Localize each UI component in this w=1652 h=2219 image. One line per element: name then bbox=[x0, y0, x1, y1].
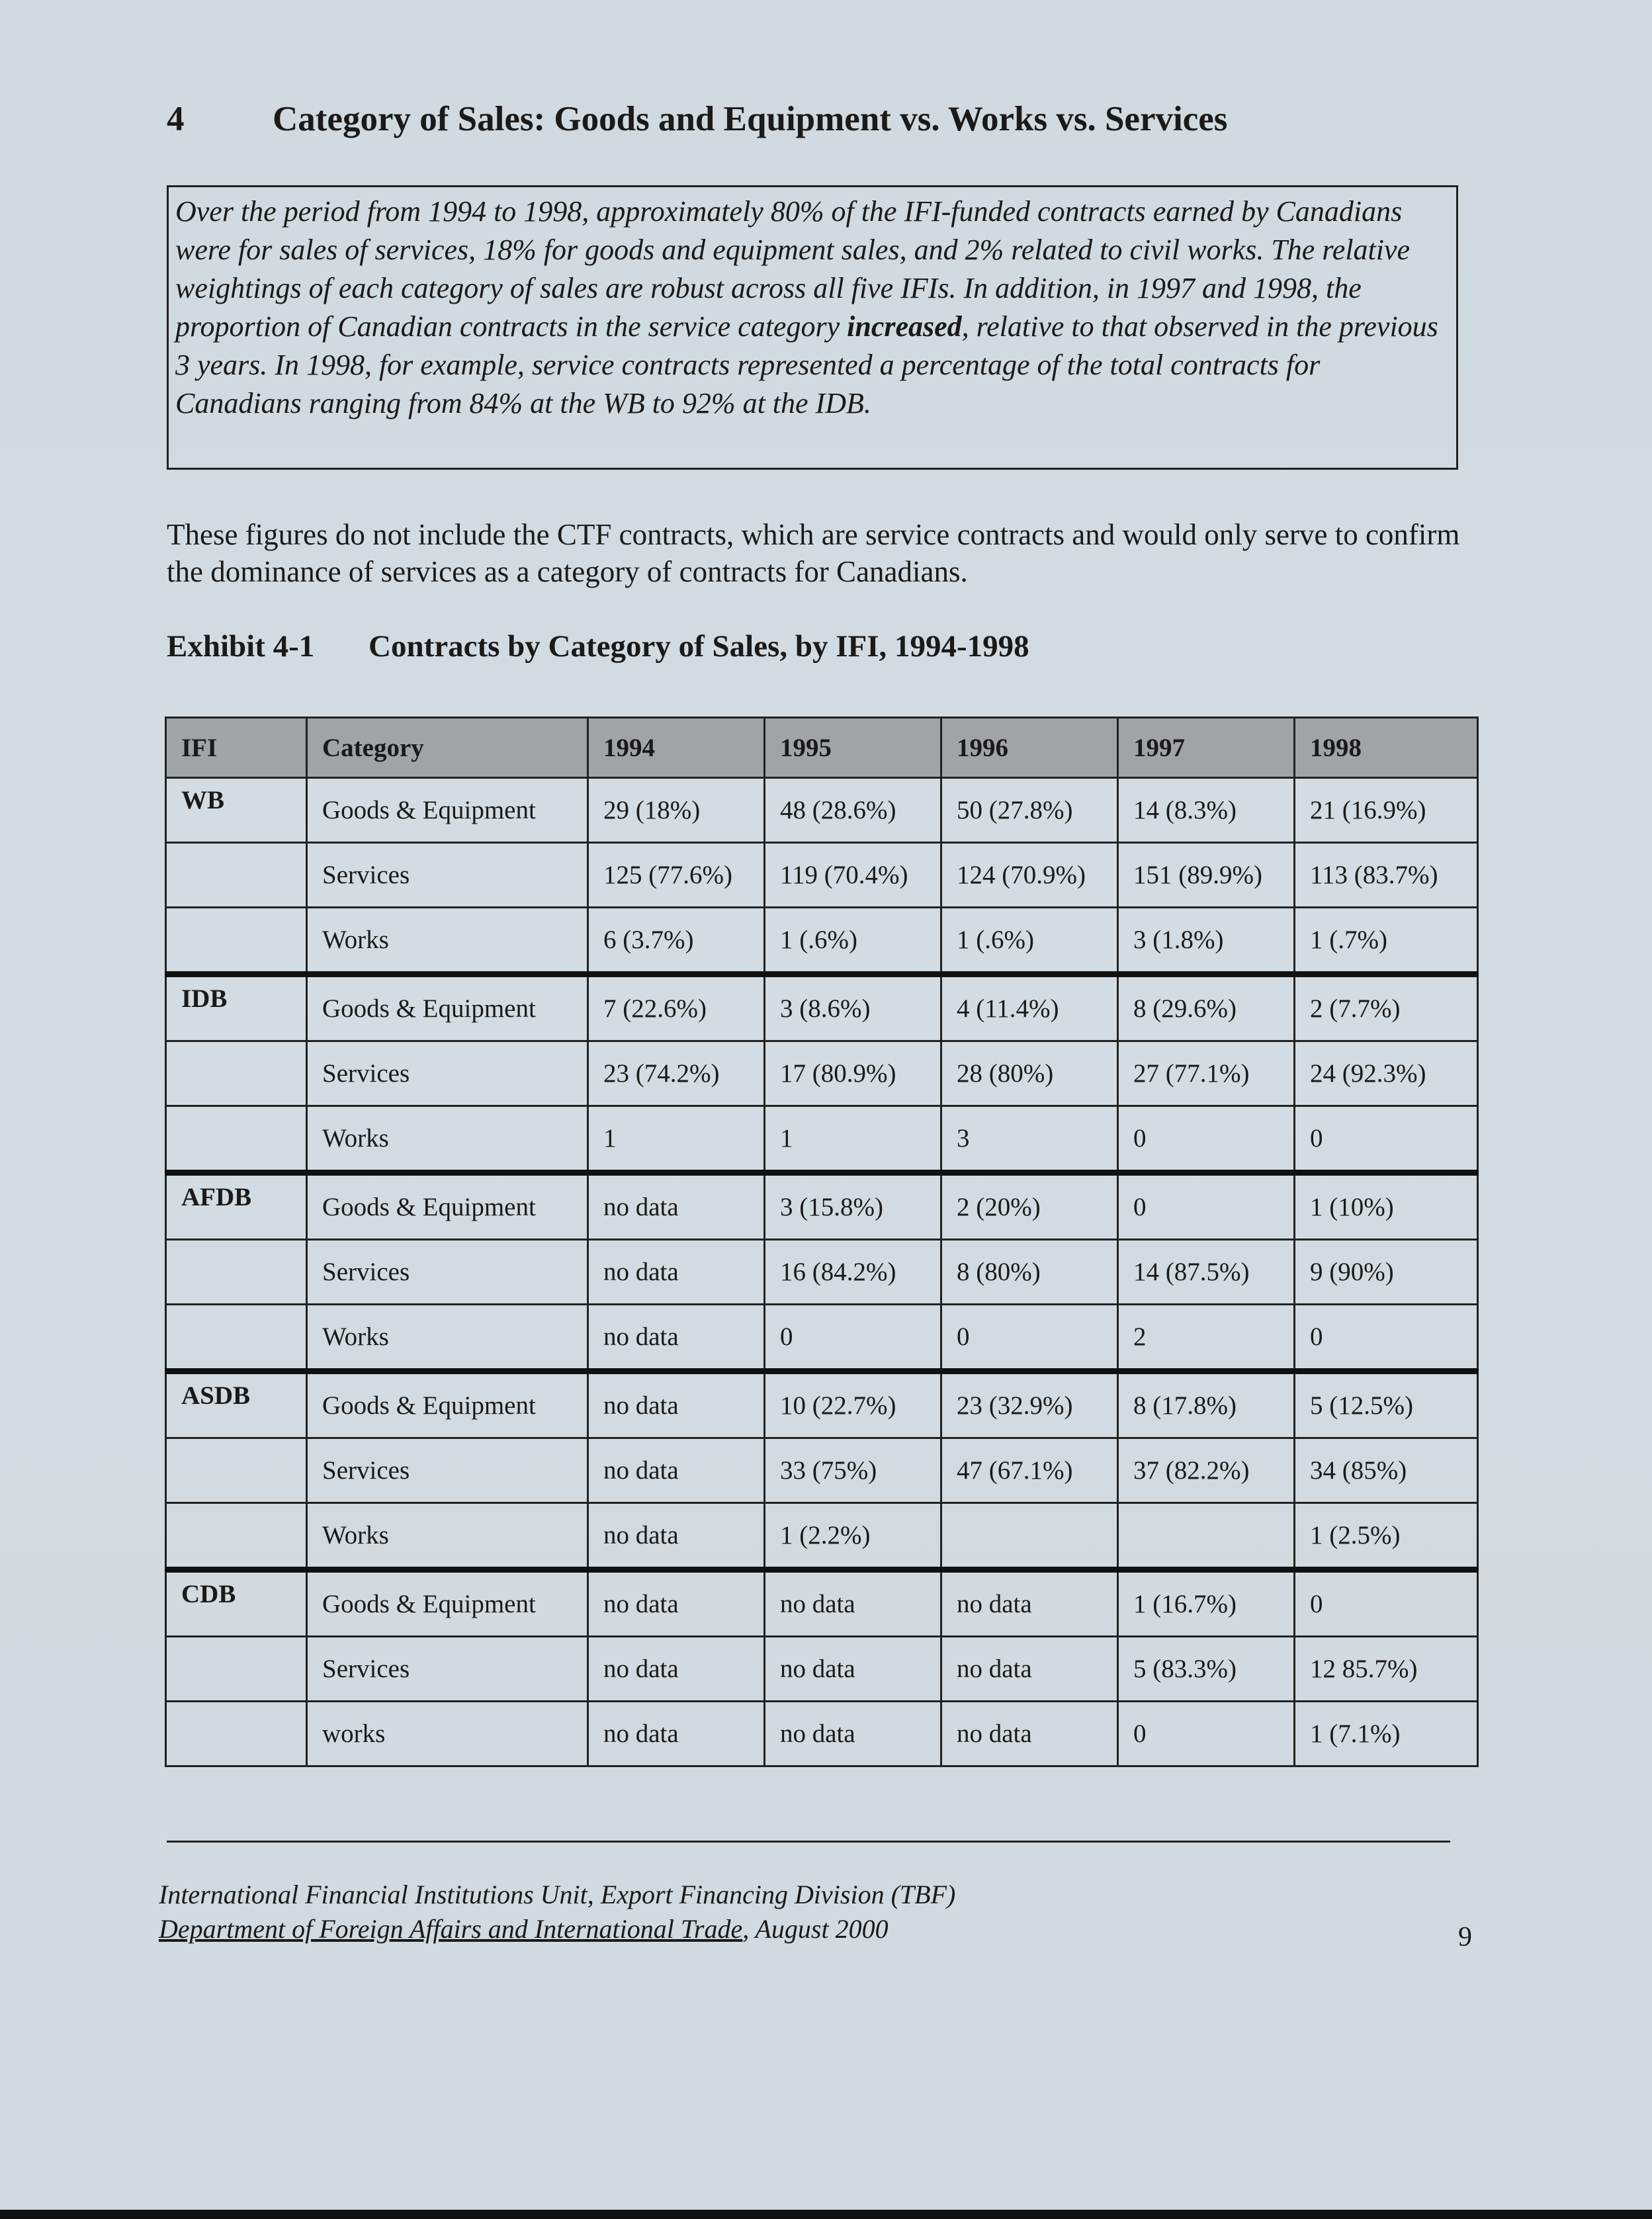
ifi-cell: ASDB bbox=[166, 1371, 307, 1438]
value-cell: 3 (8.6%) bbox=[765, 975, 941, 1041]
value-cell: 6 (3.7%) bbox=[588, 908, 765, 975]
value-cell: 12 85.7%) bbox=[1295, 1637, 1478, 1702]
ifi-cell bbox=[166, 1702, 307, 1766]
page-number: 9 bbox=[1458, 1922, 1472, 1952]
category-cell: Works bbox=[307, 1305, 588, 1371]
value-cell: 1 bbox=[588, 1106, 765, 1173]
table-row bbox=[166, 778, 1478, 843]
category-cell: Services bbox=[307, 1041, 588, 1106]
table-row bbox=[166, 1702, 1478, 1766]
value-cell: 2 (7.7%) bbox=[1295, 975, 1478, 1041]
category-cell: Goods & Equipment bbox=[307, 1173, 588, 1240]
value-cell: 1 (10%) bbox=[1295, 1173, 1478, 1240]
table-row bbox=[166, 1305, 1478, 1371]
summary-box bbox=[167, 185, 1458, 470]
summary-emphasis: increased bbox=[847, 310, 962, 343]
header-cell: 1994 bbox=[588, 718, 765, 778]
value-cell: 8 (17.8%) bbox=[1118, 1371, 1295, 1438]
value-cell: 1 (2.5%) bbox=[1295, 1503, 1478, 1570]
value-cell: no data bbox=[588, 1637, 765, 1702]
summary-text-before: Over the period from 1994 to 1998, approximately 80% of the IFI-funded contracts earned by Canadians were for sales of services, 18% for goods and equipment sales, and 2% related to civil works. The relative weightings of each category of sales are robust across all five IFIs. In addition, in 1997 and 1998, the proportion of Canadian contracts in the service category bbox=[175, 195, 1411, 343]
table-header-row bbox=[166, 718, 1478, 778]
value-cell: 16 (84.2%) bbox=[765, 1240, 941, 1305]
category-cell: Works bbox=[307, 1503, 588, 1570]
value-cell: 0 bbox=[1295, 1570, 1478, 1637]
table-row bbox=[166, 975, 1478, 1041]
category-cell: Services bbox=[307, 1240, 588, 1305]
value-cell: 1 bbox=[765, 1106, 941, 1173]
table-row bbox=[166, 908, 1478, 975]
value-cell: 21 (16.9%) bbox=[1295, 778, 1478, 843]
table-row bbox=[166, 1173, 1478, 1240]
value-cell: 1 (2.2%) bbox=[765, 1503, 941, 1570]
ifi-cell bbox=[166, 1240, 307, 1305]
footer-line-1: International Financial Institutions Unit, Export Financing Division (TBF) bbox=[159, 1880, 956, 1909]
value-cell: 0 bbox=[941, 1305, 1118, 1371]
ifi-cell bbox=[166, 1637, 307, 1702]
value-cell: 125 (77.6%) bbox=[588, 843, 765, 908]
value-cell: 27 (77.1%) bbox=[1118, 1041, 1295, 1106]
value-cell: 4 (11.4%) bbox=[941, 975, 1118, 1041]
value-cell: no data bbox=[765, 1702, 941, 1766]
category-cell: Goods & Equipment bbox=[307, 1371, 588, 1438]
table-row bbox=[166, 843, 1478, 908]
value-cell: 24 (92.3%) bbox=[1295, 1041, 1478, 1106]
table-row bbox=[166, 1041, 1478, 1106]
value-cell: 23 (74.2%) bbox=[588, 1041, 765, 1106]
category-cell: works bbox=[307, 1702, 588, 1766]
ifi-cell bbox=[166, 1041, 307, 1106]
table-row bbox=[166, 1503, 1478, 1570]
value-cell: 33 (75%) bbox=[765, 1438, 941, 1503]
value-cell: 119 (70.4%) bbox=[765, 843, 941, 908]
value-cell: 8 (29.6%) bbox=[1118, 975, 1295, 1041]
value-cell: 0 bbox=[1118, 1702, 1295, 1766]
footer-date: , August 2000 bbox=[742, 1914, 889, 1944]
value-cell: 5 (12.5%) bbox=[1295, 1371, 1478, 1438]
ifi-cell: CDB bbox=[166, 1570, 307, 1637]
ifi-cell bbox=[166, 1305, 307, 1371]
header-cell: 1995 bbox=[765, 718, 941, 778]
header-cell: Category bbox=[307, 718, 588, 778]
contracts-table bbox=[165, 717, 1479, 1767]
header-cell: 1997 bbox=[1118, 718, 1295, 778]
table-row bbox=[166, 1637, 1478, 1702]
value-cell: 50 (27.8%) bbox=[941, 778, 1118, 843]
value-cell: no data bbox=[588, 1503, 765, 1570]
ifi-cell bbox=[166, 1438, 307, 1503]
value-cell: 2 bbox=[1118, 1305, 1295, 1371]
table-body bbox=[166, 778, 1478, 1766]
category-cell: Goods & Equipment bbox=[307, 778, 588, 843]
value-cell: 1 (7.1%) bbox=[1295, 1702, 1478, 1766]
value-cell: 3 bbox=[941, 1106, 1118, 1173]
category-cell: Goods & Equipment bbox=[307, 975, 588, 1041]
value-cell: 0 bbox=[1118, 1106, 1295, 1173]
exhibit-label: Exhibit 4-1 bbox=[167, 629, 315, 664]
category-cell: Works bbox=[307, 908, 588, 975]
table-row bbox=[166, 1570, 1478, 1637]
table-row bbox=[166, 1106, 1478, 1173]
section-title: Category of Sales: Goods and Equipment vs. Works vs. Services bbox=[273, 100, 1228, 138]
table-row bbox=[166, 1438, 1478, 1503]
ifi-cell bbox=[166, 843, 307, 908]
value-cell: no data bbox=[588, 1702, 765, 1766]
ifi-cell bbox=[166, 908, 307, 975]
footer-line-2 bbox=[159, 1912, 1350, 1946]
section-heading bbox=[167, 99, 1490, 139]
value-cell: 1 (.7%) bbox=[1295, 908, 1478, 975]
table-row bbox=[166, 1240, 1478, 1305]
value-cell: 0 bbox=[1295, 1305, 1478, 1371]
value-cell: 1 (.6%) bbox=[941, 908, 1118, 975]
value-cell: 7 (22.6%) bbox=[588, 975, 765, 1041]
value-cell: 28 (80%) bbox=[941, 1041, 1118, 1106]
value-cell: 3 (1.8%) bbox=[1118, 908, 1295, 975]
value-cell: 47 (67.1%) bbox=[941, 1438, 1118, 1503]
ifi-cell: IDB bbox=[166, 975, 307, 1041]
value-cell: 14 (8.3%) bbox=[1118, 778, 1295, 843]
value-cell: 0 bbox=[765, 1305, 941, 1371]
value-cell: no data bbox=[588, 1570, 765, 1637]
value-cell: 1 (.6%) bbox=[765, 908, 941, 975]
value-cell: 113 (83.7%) bbox=[1295, 843, 1478, 908]
value-cell: 37 (82.2%) bbox=[1118, 1438, 1295, 1503]
value-cell: 8 (80%) bbox=[941, 1240, 1118, 1305]
value-cell: 34 (85%) bbox=[1295, 1438, 1478, 1503]
ifi-cell: WB bbox=[166, 778, 307, 843]
table-row bbox=[166, 1371, 1478, 1438]
value-cell: 14 (87.5%) bbox=[1118, 1240, 1295, 1305]
value-cell: 0 bbox=[1295, 1106, 1478, 1173]
scan-edge bbox=[0, 2210, 1652, 2219]
value-cell: 3 (15.8%) bbox=[765, 1173, 941, 1240]
exhibit-caption: Contracts by Category of Sales, by IFI, 1994-1998 bbox=[369, 629, 1029, 664]
footer-divider bbox=[167, 1841, 1450, 1843]
header-cell: IFI bbox=[166, 718, 307, 778]
value-cell: 1 (16.7%) bbox=[1118, 1570, 1295, 1637]
value-cell: 10 (22.7%) bbox=[765, 1371, 941, 1438]
value-cell: 0 bbox=[1118, 1173, 1295, 1240]
footer bbox=[159, 1878, 1350, 1946]
summary-text-after: , relative to that observed in the previous 3 years. In 1998, for example, service contracts represented a percentage of the total contracts for Canadians ranging from 84% at the WB to 92% at the IDB. bbox=[175, 310, 1438, 419]
category-cell: Services bbox=[307, 1438, 588, 1503]
value-cell: 5 (83.3%) bbox=[1118, 1637, 1295, 1702]
value-cell: no data bbox=[588, 1305, 765, 1371]
header-cell: 1998 bbox=[1295, 718, 1478, 778]
category-cell: Services bbox=[307, 843, 588, 908]
value-cell: no data bbox=[588, 1371, 765, 1438]
value-cell: 151 (89.9%) bbox=[1118, 843, 1295, 908]
value-cell: 17 (80.9%) bbox=[765, 1041, 941, 1106]
body-paragraph: These figures do not include the CTF contracts, which are service contracts and would only serve to confirm the dominance of services as a category of contracts for Canadians. bbox=[167, 518, 1460, 588]
value-cell: 9 (90%) bbox=[1295, 1240, 1478, 1305]
value-cell: no data bbox=[941, 1702, 1118, 1766]
value-cell: 29 (18%) bbox=[588, 778, 765, 843]
section-number: 4 bbox=[167, 100, 185, 138]
value-cell: no data bbox=[765, 1570, 941, 1637]
value-cell: no data bbox=[588, 1240, 765, 1305]
footer-department: Department of Foreign Affairs and International Trade bbox=[159, 1914, 743, 1944]
ifi-cell bbox=[166, 1503, 307, 1570]
category-cell: Goods & Equipment bbox=[307, 1570, 588, 1637]
header-cell: 1996 bbox=[941, 718, 1118, 778]
ifi-cell: AFDB bbox=[166, 1173, 307, 1240]
value-cell: 23 (32.9%) bbox=[941, 1371, 1118, 1438]
value-cell: no data bbox=[765, 1637, 941, 1702]
value-cell: no data bbox=[941, 1637, 1118, 1702]
value-cell: 48 (28.6%) bbox=[765, 778, 941, 843]
value-cell: no data bbox=[588, 1438, 765, 1503]
value-cell: no data bbox=[941, 1570, 1118, 1637]
value-cell bbox=[1118, 1503, 1295, 1570]
category-cell: Works bbox=[307, 1106, 588, 1173]
category-cell: Services bbox=[307, 1637, 588, 1702]
value-cell: no data bbox=[588, 1173, 765, 1240]
ifi-cell bbox=[166, 1106, 307, 1173]
value-cell bbox=[941, 1503, 1118, 1570]
exhibit-title bbox=[167, 629, 1490, 664]
value-cell: 2 (20%) bbox=[941, 1173, 1118, 1240]
value-cell: 124 (70.9%) bbox=[941, 843, 1118, 908]
